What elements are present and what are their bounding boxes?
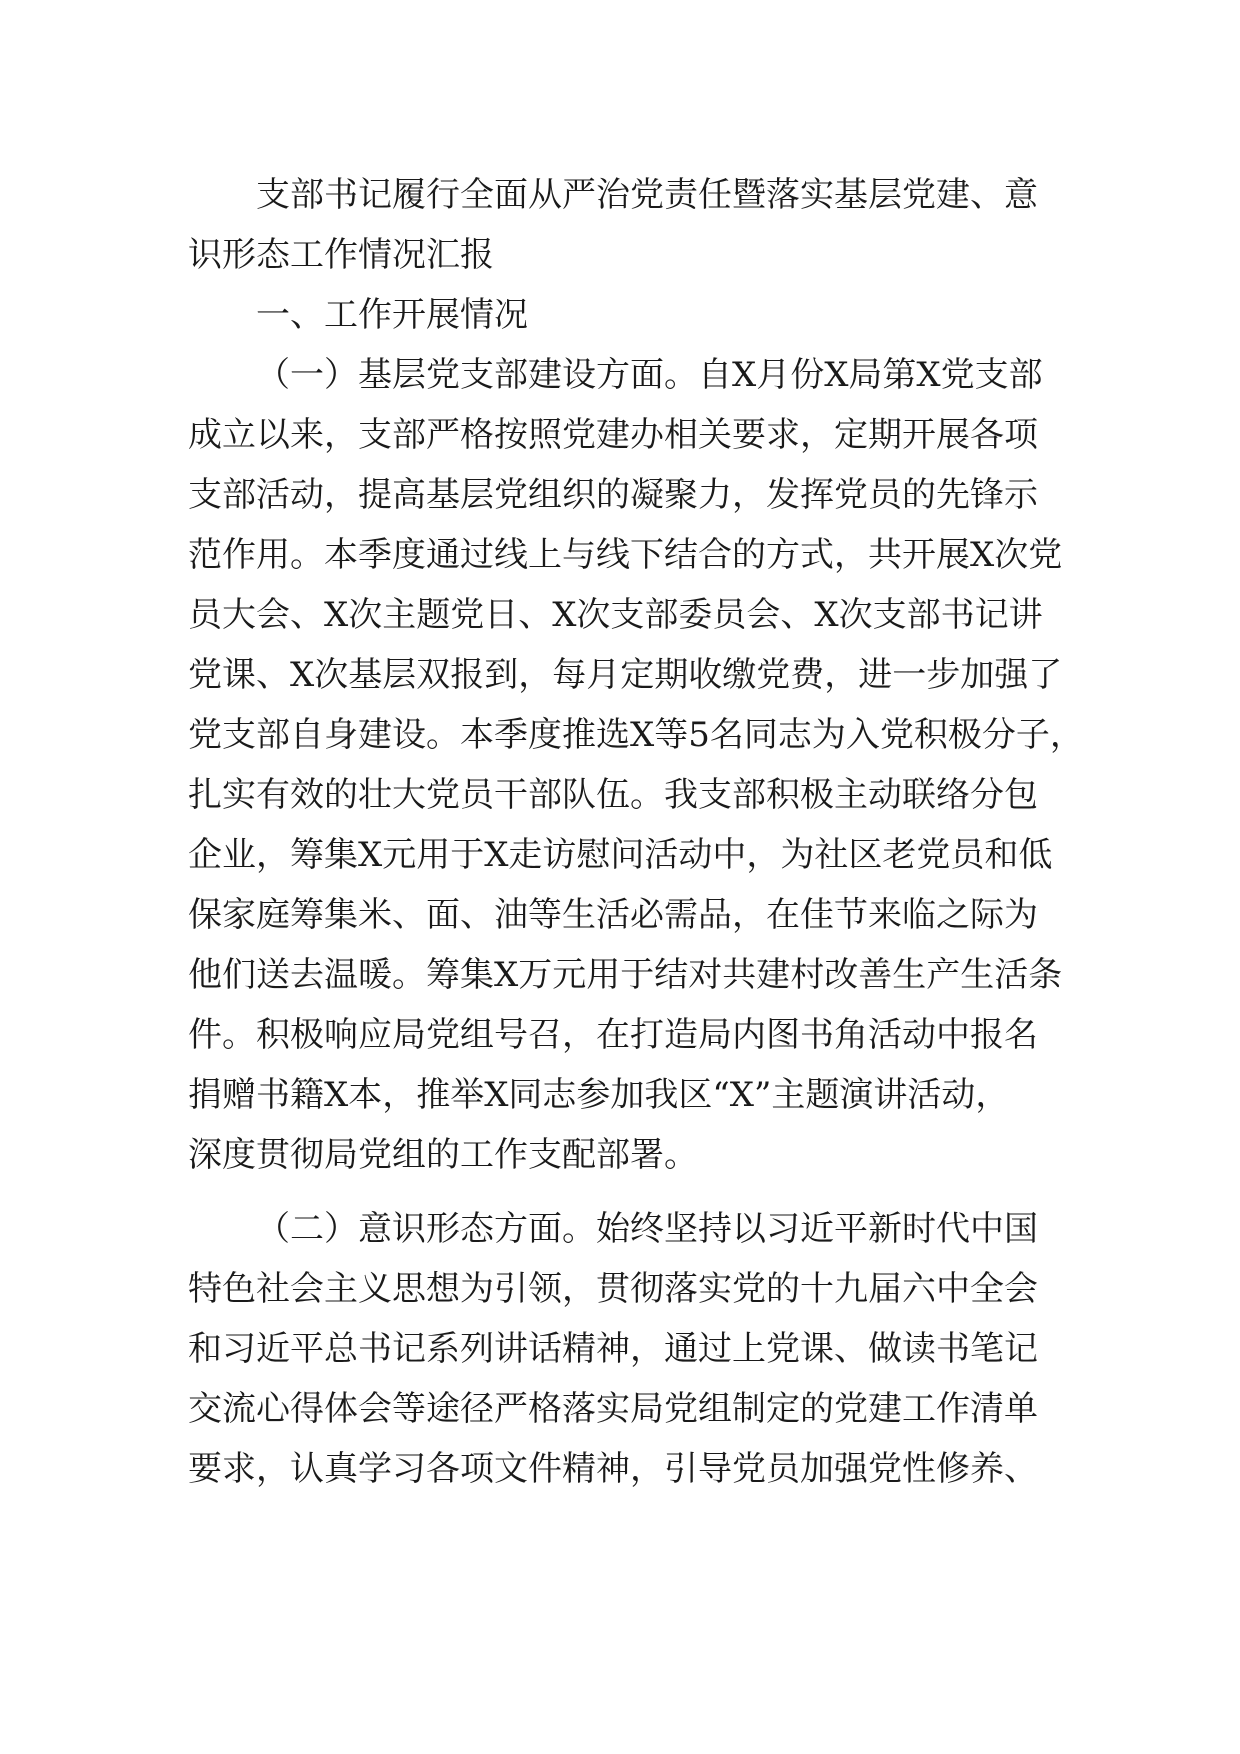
paragraph-line: （一）基层党支部建设方面。自X月份X局第X党支部: [256, 355, 1043, 395]
paragraph-line: 范作用。本季度通过线上与线下结合的方式，共开展X次党: [188, 535, 1063, 575]
paragraph-line: 扎实有效的壮大党员干部队伍。我支部积极主动联络分包: [188, 775, 1038, 815]
paragraph-line: 件。积极响应局党组号召，在打造局内图书角活动中报名: [188, 1015, 1038, 1055]
paragraph-line: 捐赠书籍X本，推举X同志参加我区“X”主题演讲活动，: [188, 1075, 1010, 1115]
document-title-line-1: 支部书记履行全面从严治党责任暨落实基层党建、意: [256, 175, 1038, 215]
paragraph-line: 党课、X次基层双报到，每月定期收缴党费，进一步加强了: [188, 655, 1063, 695]
paragraph-line: 党支部自身建设。本季度推选X等5名同志为入党积极分子，: [188, 715, 1084, 755]
paragraph-line: 交流心得体会等途径严格落实局党组制定的党建工作清单: [188, 1389, 1038, 1429]
paragraph-line: 和习近平总书记系列讲话精神，通过上党课、做读书笔记: [188, 1329, 1038, 1369]
section-heading: 一、工作开展情况: [256, 295, 528, 335]
paragraph-line: 企业，筹集X元用于X走访慰问活动中，为社区老党员和低: [188, 835, 1053, 875]
paragraph-line: 员大会、X次主题党日、X次支部委员会、X次支部书记讲: [188, 595, 1043, 635]
paragraph-line: 深度贯彻局党组的工作支配部署。: [188, 1135, 698, 1175]
paragraph-line: 特色社会主义思想为引领，贯彻落实党的十九届六中全会: [188, 1269, 1038, 1309]
paragraph-basic-party-building: [188, 345, 1084, 1185]
paragraph-line: 支部活动，提高基层党组织的凝聚力，发挥党员的先锋示: [188, 475, 1038, 515]
document-title-line-2: 识形态工作情况汇报: [188, 235, 494, 275]
paragraph-line: 他们送去温暖。筹集X万元用于结对共建村改善生产生活条: [188, 955, 1063, 995]
paragraph-ideology: [188, 1199, 1068, 1499]
paragraph-line: 成立以来，支部严格按照党建办相关要求，定期开展各项: [188, 415, 1038, 455]
paragraph-line: 要求，认真学习各项文件精神，引导党员加强党性修养、: [188, 1449, 1038, 1489]
document-body: [188, 165, 1084, 1499]
paragraph-line: 保家庭筹集米、面、油等生活必需品，在佳节来临之际为: [188, 895, 1038, 935]
paragraph-line: （二）意识形态方面。始终坚持以习近平新时代中国: [256, 1209, 1038, 1249]
